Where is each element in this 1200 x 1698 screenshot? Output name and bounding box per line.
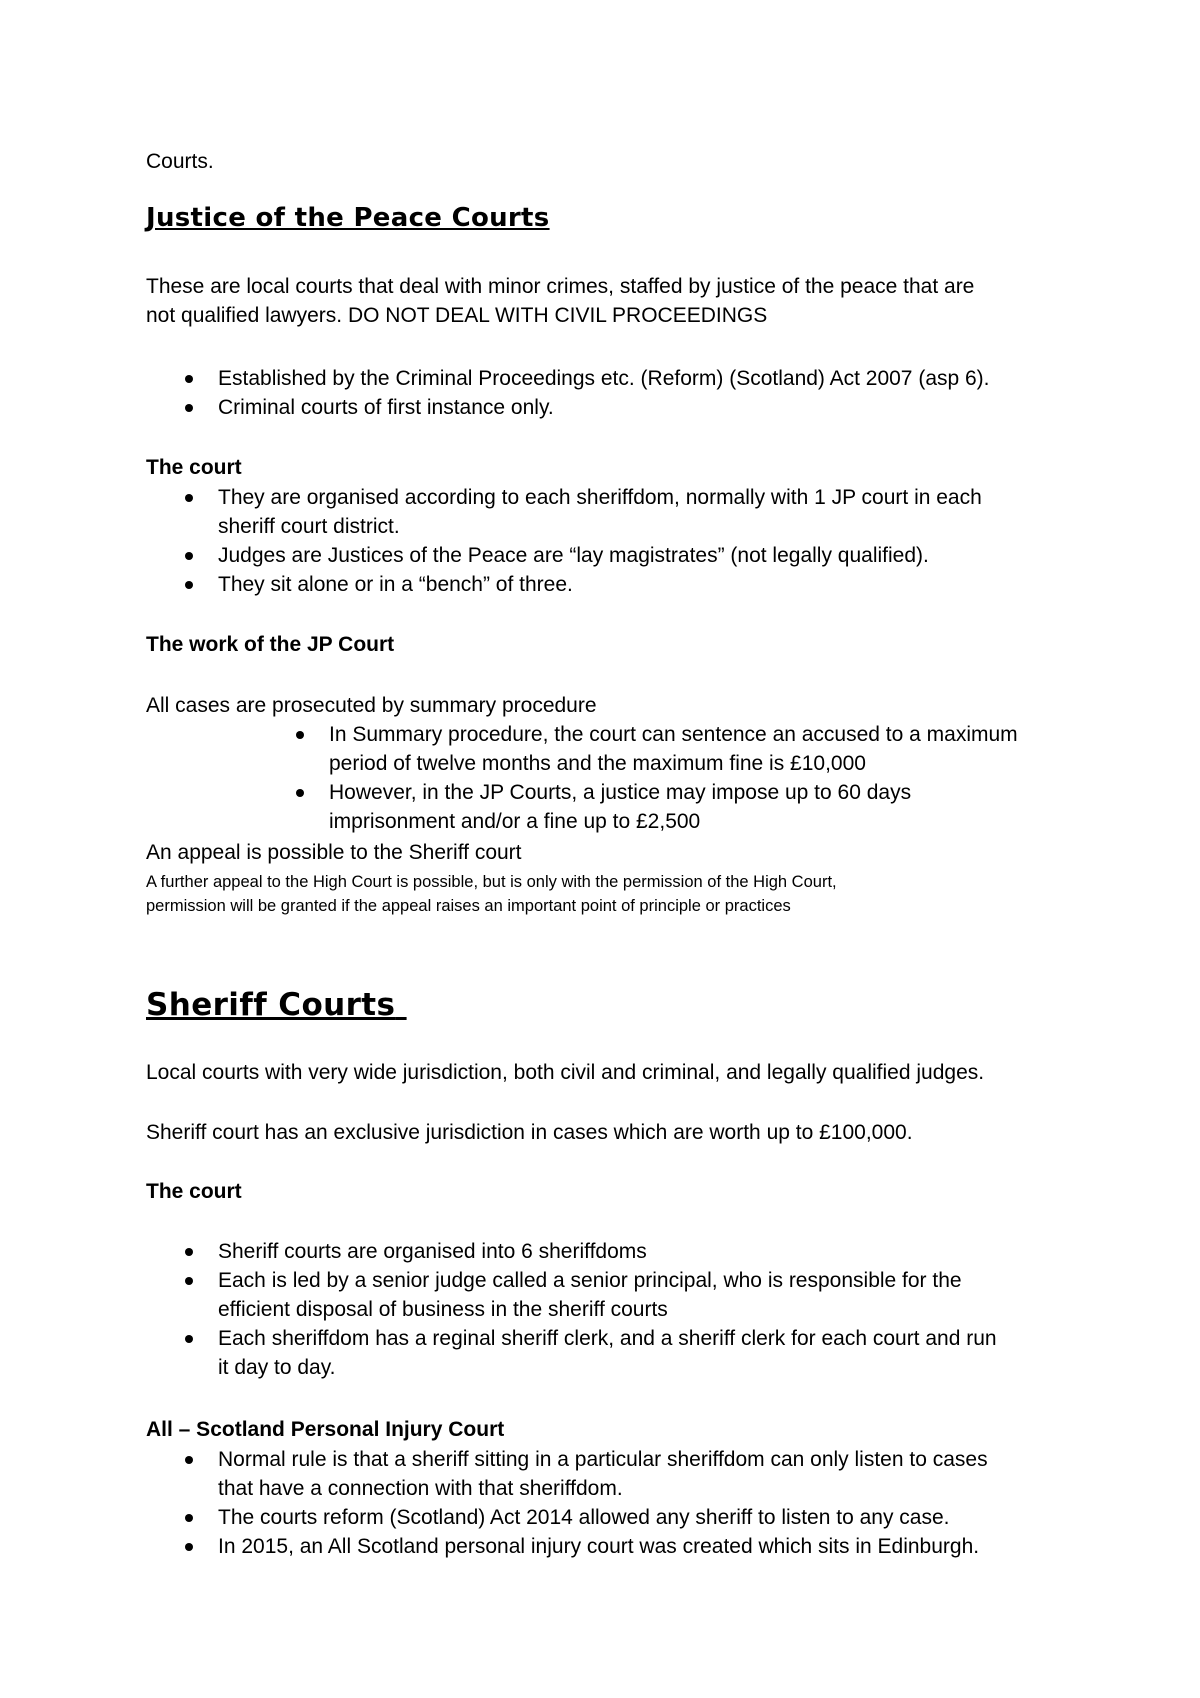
jp-paragraph: [146, 272, 974, 330]
list-item-line: it day to day.: [218, 1356, 336, 1379]
jp-work-heading: The work of the JP Court: [146, 633, 395, 656]
pi-court-bullets: [218, 1445, 988, 1561]
pi-court-heading: All – Scotland Personal Injury Court: [146, 1418, 505, 1441]
bullet-icon: [185, 581, 193, 589]
list-item: [329, 720, 1018, 778]
list-item: [329, 778, 1018, 836]
list-item-text: The courts reform (Scotland) Act 2014 allowed any sheriff to listen to any case.: [218, 1506, 950, 1529]
list-item-line: period of twelve months and the maximum fine is £10,000: [329, 752, 866, 775]
list-item: [218, 364, 990, 393]
list-item-line: Each is led by a senior judge called a senior principal, who is responsible for the: [218, 1269, 962, 1292]
list-item-line: In Summary procedure, the court can sentence an accused to a maximum: [329, 723, 1018, 746]
bullet-icon: [185, 494, 193, 502]
bullet-icon: [185, 1277, 193, 1285]
further-appeal-line: A further appeal to the High Court is possible, but is only with the permission of the High Court,: [146, 873, 837, 891]
sheriff-paragraph-2: Sheriff court has an exclusive jurisdiction in cases which are worth up to £100,000.: [146, 1121, 913, 1144]
sheriff-paragraph-1: Local courts with very wide jurisdiction, both civil and criminal, and legally qualified judges.: [146, 1061, 985, 1084]
list-item: [218, 483, 982, 541]
bullet-icon: [296, 789, 304, 797]
list-item: [218, 393, 990, 422]
list-item-line: sheriff court district.: [218, 515, 400, 538]
list-item-line: Each sheriffdom has a reginal sheriff clerk, and a sheriff clerk for each court and run: [218, 1327, 997, 1350]
sheriff-heading: [146, 987, 407, 1023]
list-item: [218, 541, 982, 570]
list-item: [218, 1324, 997, 1382]
bullet-icon: [185, 1514, 193, 1522]
list-item: [218, 1532, 988, 1561]
list-item-line: that have a connection with that sheriffdom.: [218, 1477, 623, 1500]
sheriff-court-heading: The court: [146, 1180, 242, 1203]
bullet-icon: [296, 731, 304, 739]
list-item-text: Criminal courts of first instance only.: [218, 396, 554, 419]
jp-heading: Justice of the Peace Courts: [146, 203, 550, 233]
list-item-text: In 2015, an All Scotland personal injury court was created which sits in Edinburgh.: [218, 1535, 980, 1558]
list-item-line: efficient disposal of business in the sheriff courts: [218, 1298, 668, 1321]
intro-text: Courts.: [146, 150, 214, 173]
jp-paragraph-line: not qualified lawyers. DO NOT DEAL WITH CIVIL PROCEEDINGS: [146, 304, 768, 327]
jp-work-bullets: [329, 720, 1018, 836]
jp-court-bullets: [218, 483, 982, 599]
jp-paragraph-line: These are local courts that deal with minor crimes, staffed by justice of the peace that are: [146, 275, 975, 298]
list-item-line: However, in the JP Courts, a justice may impose up to 60 days: [329, 781, 912, 804]
list-item-text: They sit alone or in a “bench” of three.: [218, 573, 573, 596]
list-item: [218, 1503, 988, 1532]
list-item-text: Judges are Justices of the Peace are “lay magistrates” (not legally qualified).: [218, 544, 929, 567]
list-item-line: imprisonment and/or a fine up to £2,500: [329, 810, 701, 833]
list-item: [218, 1266, 997, 1324]
list-item: [218, 570, 982, 599]
bullet-icon: [185, 1248, 193, 1256]
jp-bullets: [218, 364, 990, 422]
jp-work-intro: All cases are prosecuted by summary procedure: [146, 694, 597, 717]
bullet-icon: [185, 1335, 193, 1343]
bullet-icon: [185, 1456, 193, 1464]
sheriff-court-bullets: [218, 1237, 997, 1382]
bullet-icon: [185, 552, 193, 560]
bullet-icon: [185, 404, 193, 412]
list-item-line: They are organised according to each sheriffdom, normally with 1 JP court in each: [218, 486, 982, 509]
jp-appeal-text: An appeal is possible to the Sheriff court: [146, 841, 522, 864]
list-item-text: Established by the Criminal Proceedings etc. (Reform) (Scotland) Act 2007 (asp 6).: [218, 367, 990, 390]
sheriff-heading-text: Sheriff Courts: [146, 987, 396, 1023]
further-appeal-line: permission will be granted if the appeal raises an important point of principle or practices: [146, 897, 791, 915]
list-item-text: Sheriff courts are organised into 6 sheriffdoms: [218, 1240, 647, 1263]
jp-court-heading: The court: [146, 456, 242, 479]
bullet-icon: [185, 375, 193, 383]
jp-further-appeal: [146, 870, 837, 918]
list-item-line: Normal rule is that a sheriff sitting in a particular sheriffdom can only listen to cases: [218, 1448, 988, 1471]
list-item: [218, 1237, 997, 1266]
bullet-icon: [185, 1543, 193, 1551]
list-item: [218, 1445, 988, 1503]
